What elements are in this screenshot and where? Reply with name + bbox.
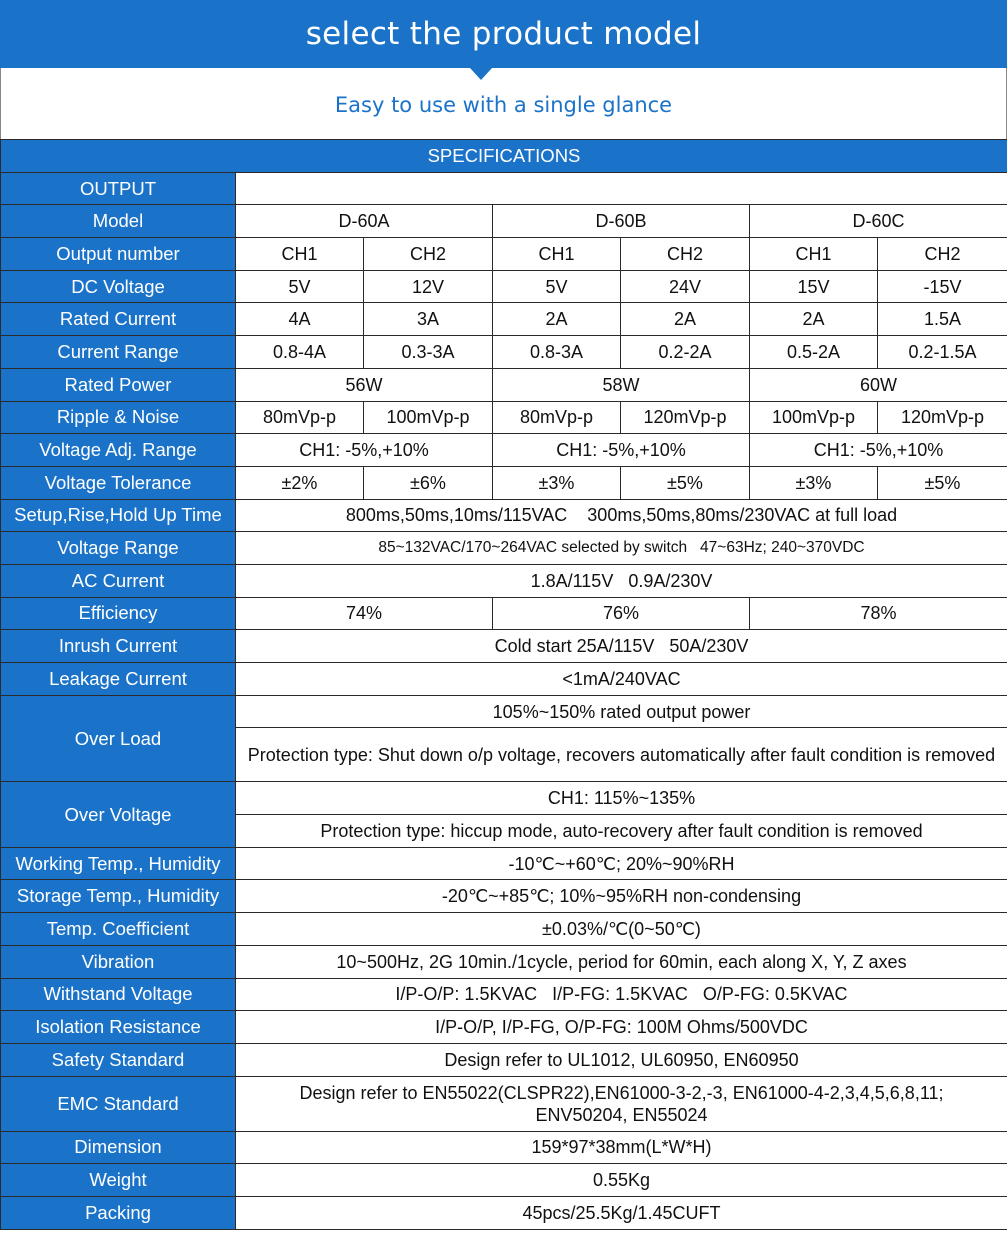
value-cell: CH2 — [364, 238, 493, 271]
value-cell: 10~500Hz, 2G 10min./1cycle, period for 60min, each along X, Y, Z axes — [236, 945, 1007, 978]
value-cell: ±3% — [493, 466, 621, 499]
value-cell: CH1: -5%,+10% — [236, 434, 493, 467]
table-row — [1, 336, 1007, 369]
value-cell: 2A — [621, 303, 750, 336]
table-row — [1, 847, 1007, 880]
row-label: Voltage Adj. Range — [1, 434, 236, 467]
value-cell: 12V — [364, 270, 493, 303]
value-cell: 56W — [236, 368, 493, 401]
value-cell: CH1 — [750, 238, 878, 271]
value-cell: 80mVp-p — [493, 401, 621, 434]
value-cell: 159*97*38mm(L*W*H) — [236, 1131, 1007, 1164]
value-cell: 15V — [750, 270, 878, 303]
value-cell: CH1: 115%~135% — [236, 782, 1007, 815]
row-label: Rated Current — [1, 303, 236, 336]
specifications-table — [0, 139, 1007, 1230]
row-label: Leakage Current — [1, 663, 236, 696]
value-cell: 5V — [493, 270, 621, 303]
row-label: Weight — [1, 1164, 236, 1197]
table-row — [1, 913, 1007, 946]
model-cell: D-60A — [236, 205, 493, 238]
value-cell: Cold start 25A/115V 50A/230V — [236, 630, 1007, 663]
row-label: DC Voltage — [1, 270, 236, 303]
value-cell: 0.2-1.5A — [878, 336, 1007, 369]
value-cell: -20℃~+85℃; 10%~95%RH non-condensing — [236, 880, 1007, 913]
table-row — [1, 1196, 1007, 1229]
table-row — [1, 880, 1007, 913]
value-cell: CH1: -5%,+10% — [750, 434, 1007, 467]
row-label: Isolation Resistance — [1, 1011, 236, 1044]
table-row — [1, 1043, 1007, 1076]
table-row — [1, 532, 1007, 565]
value-cell: 0.3-3A — [364, 336, 493, 369]
value-cell: CH2 — [621, 238, 750, 271]
table-row — [1, 978, 1007, 1011]
table-row — [1, 782, 1007, 815]
row-label: Over Load — [1, 695, 236, 782]
value-cell: <1mA/240VAC — [236, 663, 1007, 696]
pointer-arrow-icon — [470, 68, 492, 80]
table-row — [1, 663, 1007, 696]
table-row — [1, 1131, 1007, 1164]
row-label: Rated Power — [1, 368, 236, 401]
output-label: OUTPUT — [1, 172, 236, 205]
value-cell: 58W — [493, 368, 750, 401]
table-row — [1, 172, 1007, 205]
model-cell: D-60B — [493, 205, 750, 238]
value-cell: CH1 — [493, 238, 621, 271]
table-row — [1, 564, 1007, 597]
row-label: Efficiency — [1, 597, 236, 630]
value-cell: 2A — [750, 303, 878, 336]
value-cell: 800ms,50ms,10ms/115VAC 300ms,50ms,80ms/230VAC at full load — [236, 499, 1007, 532]
value-cell: 3A — [364, 303, 493, 336]
value-cell: 1.8A/115V 0.9A/230V — [236, 564, 1007, 597]
value-cell: ±2% — [236, 466, 364, 499]
value-cell: -15V — [878, 270, 1007, 303]
value-cell: 1.5A — [878, 303, 1007, 336]
table-row — [1, 499, 1007, 532]
value-cell: Protection type: Shut down o/p voltage, recovers automatically after fault condition is removed — [236, 728, 1007, 782]
row-label: Model — [1, 205, 236, 238]
value-cell: 60W — [750, 368, 1007, 401]
value-cell: 120mVp-p — [878, 401, 1007, 434]
model-cell: D-60C — [750, 205, 1007, 238]
table-row — [1, 238, 1007, 271]
row-label: Setup,Rise,Hold Up Time — [1, 499, 236, 532]
value-cell: I/P-O/P: 1.5KVAC I/P-FG: 1.5KVAC O/P-FG: 0.5KVAC — [236, 978, 1007, 1011]
value-cell: 74% — [236, 597, 493, 630]
value-cell: 78% — [750, 597, 1007, 630]
table-row — [1, 401, 1007, 434]
row-label: Voltage Range — [1, 532, 236, 565]
value-cell: 0.55Kg — [236, 1164, 1007, 1197]
specifications-title: SPECIFICATIONS — [1, 140, 1007, 173]
value-cell: 24V — [621, 270, 750, 303]
table-row — [1, 945, 1007, 978]
row-label: Safety Standard — [1, 1043, 236, 1076]
value-cell: Design refer to EN55022(CLSPR22),EN61000-3-2,-3, EN61000-4-2,3,4,5,6,8,11; ENV50204, EN55024 — [236, 1076, 1007, 1131]
value-cell: 0.8-4A — [236, 336, 364, 369]
table-row — [1, 695, 1007, 728]
row-label: Withstand Voltage — [1, 978, 236, 1011]
table-row — [1, 434, 1007, 467]
value-cell: 100mVp-p — [364, 401, 493, 434]
table-row — [1, 597, 1007, 630]
value-cell: 0.2-2A — [621, 336, 750, 369]
row-label: EMC Standard — [1, 1076, 236, 1131]
row-label: Ripple & Noise — [1, 401, 236, 434]
row-label: Over Voltage — [1, 782, 236, 847]
value-cell: ±0.03%/℃(0~50℃) — [236, 913, 1007, 946]
value-cell: ±6% — [364, 466, 493, 499]
row-label: Storage Temp., Humidity — [1, 880, 236, 913]
value-cell: CH1 — [236, 238, 364, 271]
value-cell: 4A — [236, 303, 364, 336]
value-cell: 0.8-3A — [493, 336, 621, 369]
table-row — [1, 368, 1007, 401]
value-cell: CH1: -5%,+10% — [493, 434, 750, 467]
row-label: Current Range — [1, 336, 236, 369]
table-row — [1, 303, 1007, 336]
page-subtitle: Easy to use with a single glance — [0, 68, 1007, 139]
value-cell: 5V — [236, 270, 364, 303]
value-cell: -10℃~+60℃; 20%~90%RH — [236, 847, 1007, 880]
output-empty-cell — [236, 172, 1007, 205]
table-row — [1, 630, 1007, 663]
row-label: Inrush Current — [1, 630, 236, 663]
value-cell: 100mVp-p — [750, 401, 878, 434]
value-cell: 45pcs/25.5Kg/1.45CUFT — [236, 1196, 1007, 1229]
value-cell: 85~132VAC/170~264VAC selected by switch 47~63Hz; 240~370VDC — [236, 532, 1007, 565]
value-cell: 80mVp-p — [236, 401, 364, 434]
row-label: Packing — [1, 1196, 236, 1229]
row-label: Dimension — [1, 1131, 236, 1164]
value-cell: ±5% — [878, 466, 1007, 499]
value-cell: ±5% — [621, 466, 750, 499]
value-cell: ±3% — [750, 466, 878, 499]
table-row — [1, 205, 1007, 238]
value-cell: 105%~150% rated output power — [236, 695, 1007, 728]
value-cell: I/P-O/P, I/P-FG, O/P-FG: 100M Ohms/500VDC — [236, 1011, 1007, 1044]
table-row — [1, 270, 1007, 303]
row-label: Output number — [1, 238, 236, 271]
value-cell: 76% — [493, 597, 750, 630]
table-row — [1, 1164, 1007, 1197]
row-label: AC Current — [1, 564, 236, 597]
table-row — [1, 1011, 1007, 1044]
value-cell: Design refer to UL1012, UL60950, EN60950 — [236, 1043, 1007, 1076]
row-label: Working Temp., Humidity — [1, 847, 236, 880]
table-row — [1, 140, 1007, 173]
table-row — [1, 1076, 1007, 1131]
value-cell: 2A — [493, 303, 621, 336]
row-label: Temp. Coefficient — [1, 913, 236, 946]
row-label: Voltage Tolerance — [1, 466, 236, 499]
row-label: Vibration — [1, 945, 236, 978]
table-row — [1, 466, 1007, 499]
value-cell: Protection type: hiccup mode, auto-recovery after fault condition is removed — [236, 815, 1007, 848]
page-title: select the product model — [305, 16, 702, 52]
value-cell: CH2 — [878, 238, 1007, 271]
value-cell: 120mVp-p — [621, 401, 750, 434]
page-header — [0, 0, 1007, 68]
value-cell: 0.5-2A — [750, 336, 878, 369]
